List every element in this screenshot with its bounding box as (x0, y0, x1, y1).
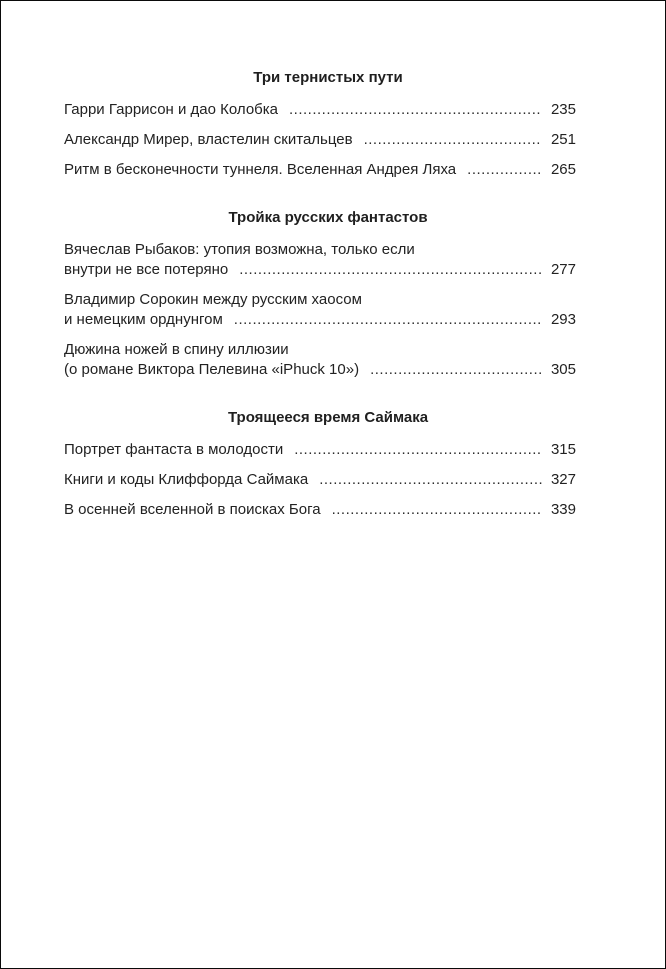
toc-section-heading: Три тернистых пути (253, 69, 403, 86)
toc-entry-title: Книги и коды Клиффорда Саймака (64, 471, 309, 488)
toc-page-number: 339 (550, 501, 576, 518)
toc-section-heading: Тройка русских фантастов (228, 209, 428, 226)
toc-entry-title: и немецким орднунгом (64, 311, 223, 328)
toc-entry-title: Ритм в бесконечности туннеля. Вселенная Андрея Ляха (64, 161, 457, 178)
dot-leader (294, 440, 542, 460)
toc-entry-title-line: Дюжина ножей в спину иллюзии (64, 341, 289, 358)
toc-section-2 (64, 208, 576, 380)
toc-page-number: 265 (550, 161, 576, 178)
dot-leader (289, 100, 542, 120)
toc-entry-title: Гарри Гаррисон и дао Колобка (64, 101, 278, 118)
dot-leader (364, 130, 542, 150)
toc-entry (64, 100, 576, 120)
toc-page-number: 235 (550, 101, 576, 118)
toc-entry-title: Александр Мирер, властелин скитальцев (64, 131, 353, 148)
toc-entry-title: В осенней вселенной в поисках Бога (64, 501, 321, 518)
toc-entry-title: (о романе Виктора Пелевина «iPhuck 10») (64, 361, 360, 378)
dot-leader (239, 260, 542, 280)
toc-page-number: 305 (550, 361, 576, 378)
toc-entry (64, 160, 576, 180)
toc-entry (64, 290, 576, 330)
toc-entry (64, 340, 576, 380)
toc-entry-title: Портрет фантаста в молодости (64, 441, 284, 458)
toc-section-3 (64, 408, 576, 520)
dot-leader (319, 470, 542, 490)
toc-entry (64, 440, 576, 460)
dot-leader (332, 500, 542, 520)
toc-page-number: 251 (550, 131, 576, 148)
toc-page-number: 277 (550, 261, 576, 278)
toc-entry-title-line: Владимир Сорокин между русским хаосом (64, 291, 362, 308)
toc-section-heading: Троящееся время Саймака (227, 409, 429, 426)
toc-entry-title-line: Вячеслав Рыбаков: утопия возможна, только если (64, 241, 415, 258)
toc-page-number: 327 (550, 471, 576, 488)
toc-content (1, 1, 665, 520)
dot-leader (467, 160, 542, 180)
dot-leader (370, 360, 542, 380)
toc-entry-title: внутри не все потеряно (64, 261, 229, 278)
toc-page-number: 293 (550, 311, 576, 328)
toc-page-number: 315 (550, 441, 576, 458)
toc-entry (64, 470, 576, 490)
toc-entry (64, 130, 576, 150)
dot-leader (234, 310, 542, 330)
toc-entry (64, 500, 576, 520)
toc-section-1 (64, 68, 576, 180)
toc-entry (64, 240, 576, 280)
